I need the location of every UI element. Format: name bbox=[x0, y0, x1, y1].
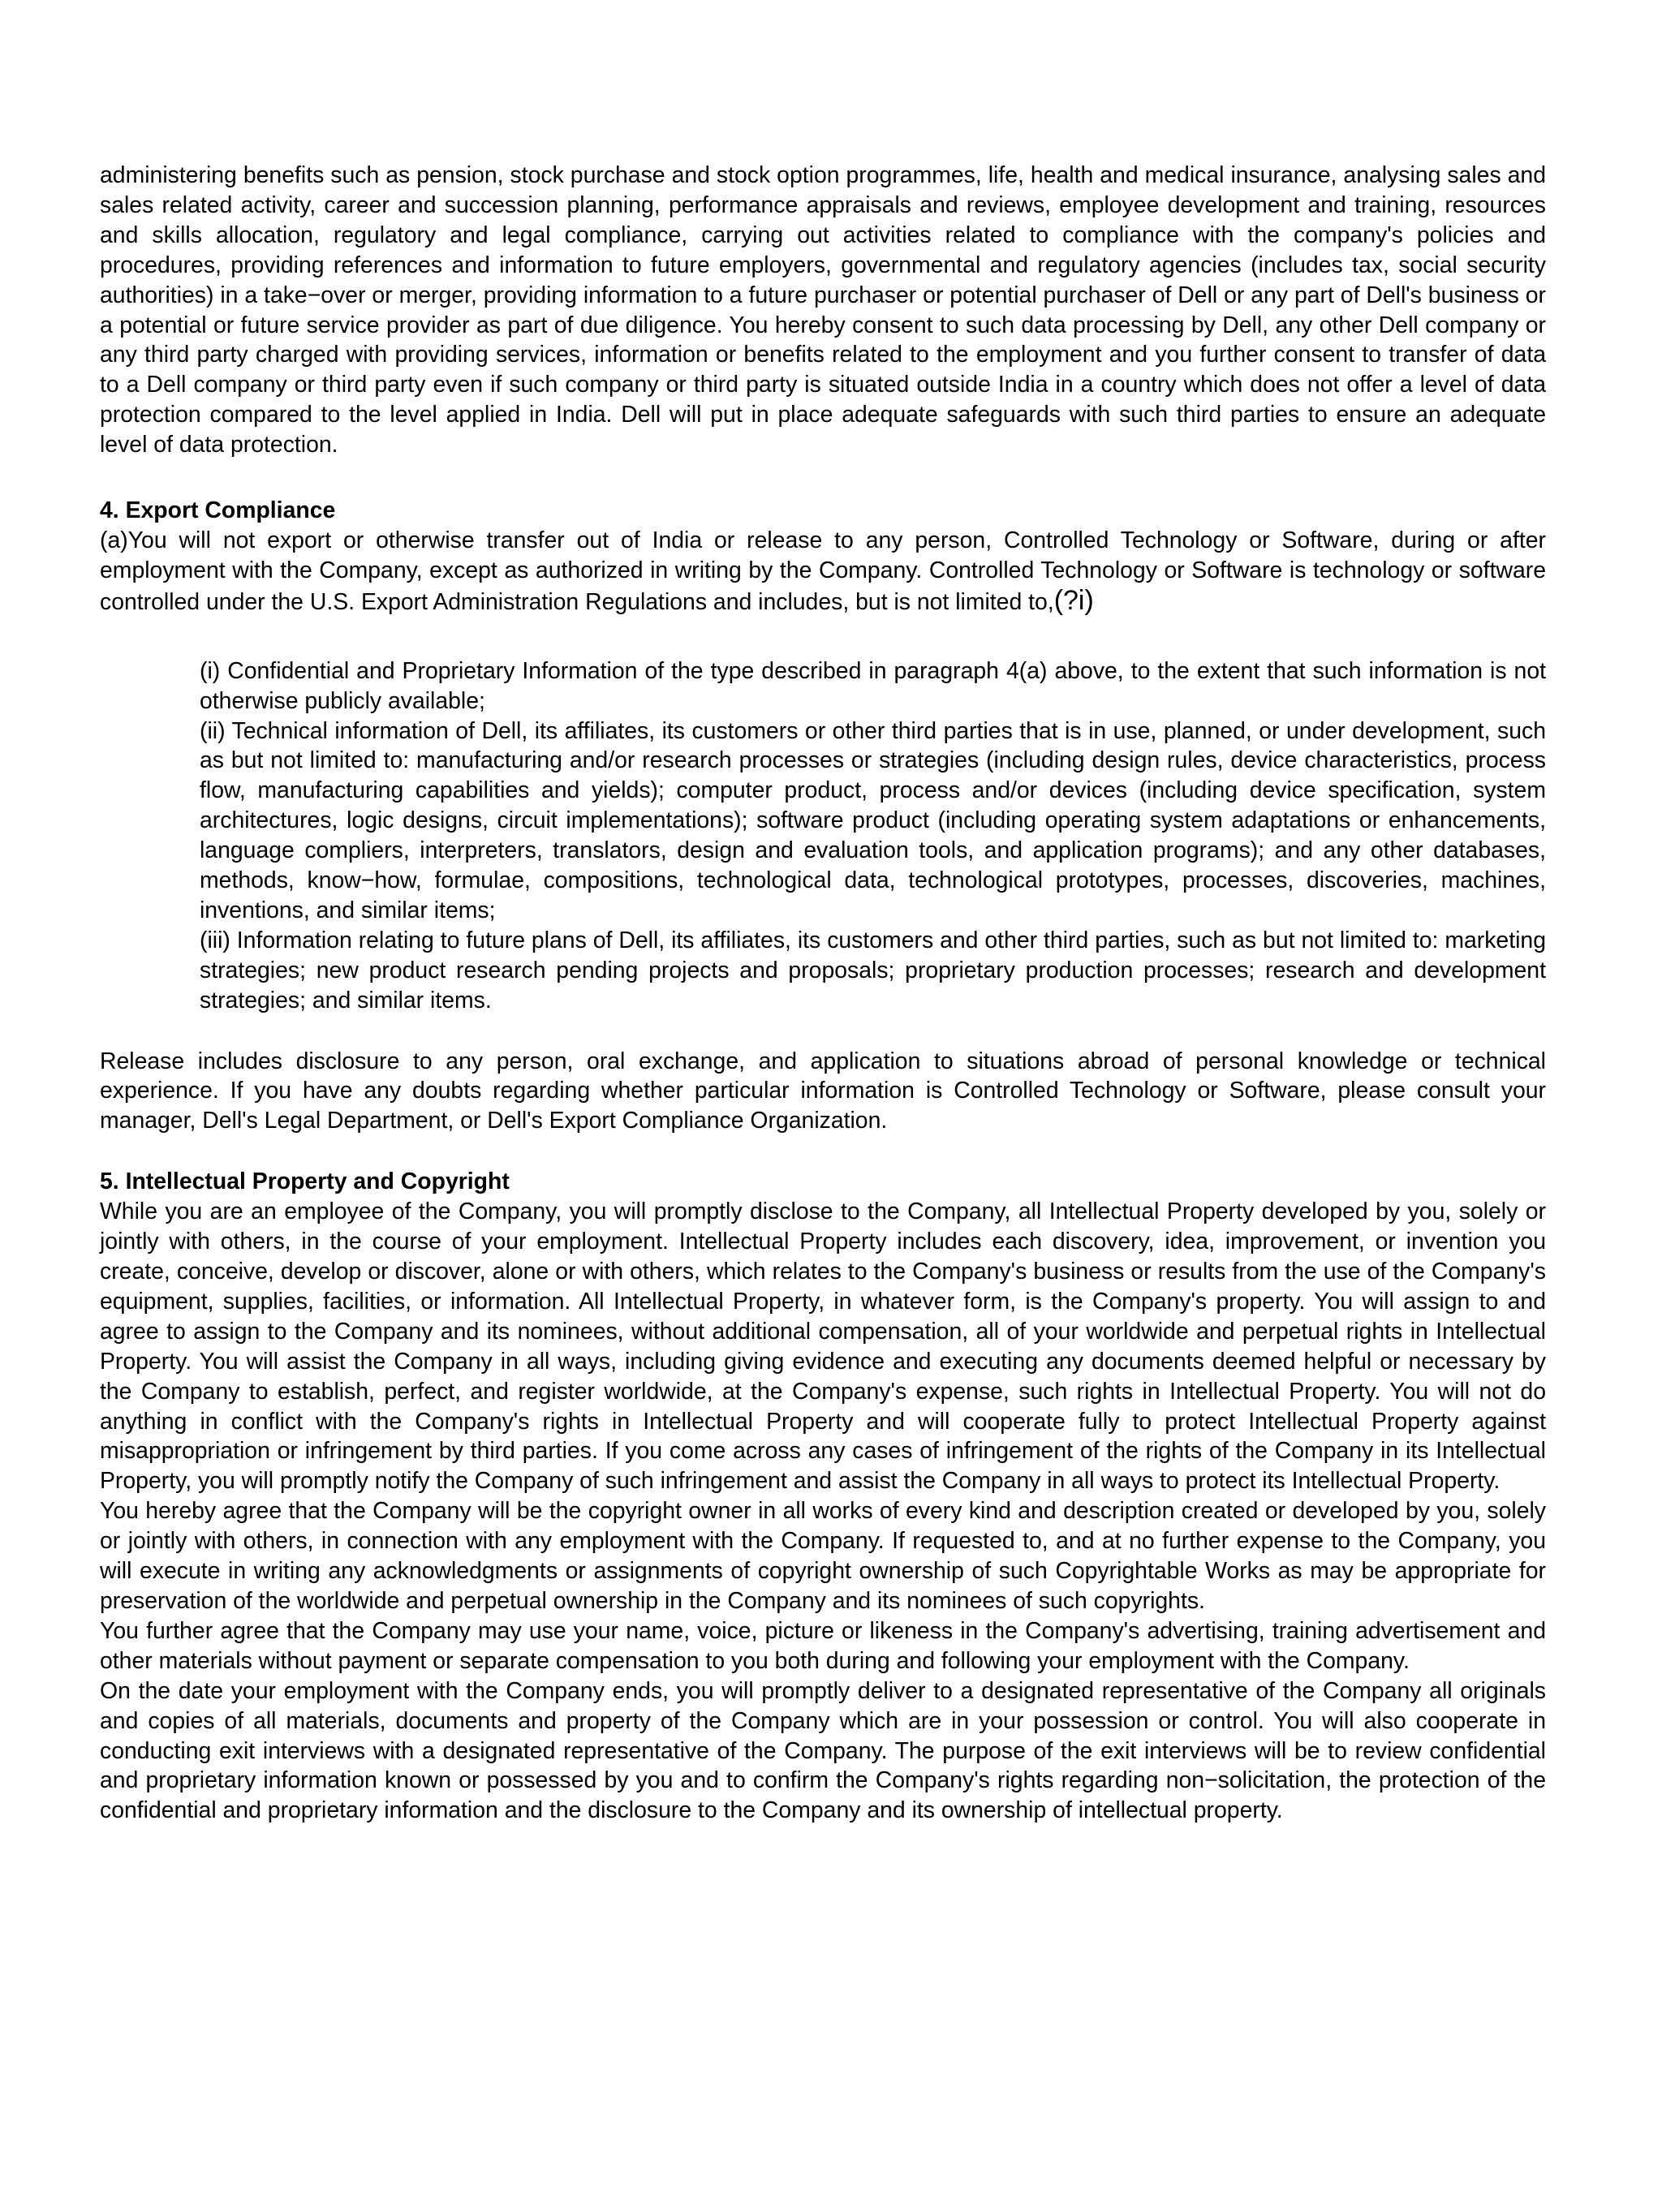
section-5-heading: 5. Intellectual Property and Copyright bbox=[100, 1168, 510, 1195]
list-item-i: (i) Confidential and Proprietary Information of the type described in paragraph 4(a) above, to the extent that such information is not otherwise publicly available; bbox=[200, 657, 1546, 714]
section-5-paragraph-4: On the date your employment with the Company ends, you will promptly deliver to a designated representative of the Company all originals and copies of all materials, documents and property of the Company which are in your possession or control. You will also cooperate in conducting exit interviews with a designated representative of the Company. The purpose of the exit interviews will be to review confidential and proprietary information known or possessed by you and to confirm the Company's rights regarding non−solicitation, the protection of the confidential and proprietary information and the disclosure to the Company and its ownership of intellectual property. bbox=[100, 1677, 1546, 1824]
controlled-technology-list bbox=[200, 656, 1546, 1016]
section-4a-paragraph bbox=[100, 526, 1546, 618]
section-5-paragraph-2: You hereby agree that the Company will be the copyright owner in all works of every kind and description created or developed by you, solely or jointly with others, in connection with any employment with the Company. If requested to, and at no further expense to the Company, you will execute in writing any acknowledgments or assignments of copyright ownership of such Copyrightable Works as may be appropriate for preservation of the worldwide and perpetual ownership in the Company and its nominees of such copyrights. bbox=[100, 1498, 1546, 1614]
intro-paragraph: administering benefits such as pension, stock purchase and stock option programmes, life, health and medical insurance, analysing sales and sales related activity, career and succession planning, performance appraisals and reviews, employee development and training, resources and skills allocation, regulatory and legal compliance, carrying out activities related to compliance with the company's policies and procedures, providing references and information to future employers, governmental and regulatory agencies (includes tax, social security authorities) in a take−over or merger, providing information to a future purchaser or potential purchaser of Dell or any part of Dell's business or a potential or future service provider as part of due diligence. You hereby consent to such data processing by Dell, any other Dell company or any third party charged with providing services, information or benefits related to the employment and you further consent to transfer of data to a Dell company or third party even if such company or third party is situated outside India in a country which does not offer a level of data protection compared to the level applied in India. Dell will put in place adequate safeguards with such third parties to ensure an adequate level of data protection. bbox=[100, 162, 1546, 458]
list-item-iii: (iii) Information relating to future plans of Dell, its affiliates, its customers and other third parties, such as but not limited to: marketing strategies; new product research pending projects and proposals; proprietary production processes; research and development strategies; and similar items. bbox=[200, 927, 1546, 1013]
spacer bbox=[100, 460, 1546, 496]
section-4a-text: (a)You will not export or otherwise transfer out of India or release to any person, Controlled Technology or Software, during or after employment with the Company, except as authorized in writing by the Company. Controlled Technology or Software is technology or software controlled under the U.S. Export Administration Regulations and includes, but is not limited to, bbox=[100, 527, 1546, 615]
document-page bbox=[100, 161, 1546, 1826]
spacer bbox=[100, 1136, 1546, 1167]
list-item-ii: (ii) Technical information of Dell, its affiliates, its customers or other third parties that is in use, planned, or under development, such as but not limited to: manufacturing and/or research processes or strategies (including design rules, device characteristics, process flow, manufacturing capabilities and yields); computer product, process and/or devices (including device specification, system architectures, logic designs, circuit implementations); software product (including operating system adaptations or enhancements, language compliers, interpreters, translators, design and evaluation tools, and application programs); and any other databases, methods, know−how, formulae, compositions, technological data, technological prototypes, processes, discoveries, machines, inventions, and similar items; bbox=[200, 717, 1546, 923]
section-4-heading: 4. Export Compliance bbox=[100, 497, 336, 524]
spacer bbox=[100, 1016, 1546, 1047]
section-5-paragraph-3: You further agree that the Company may use your name, voice, picture or likeness in the Company's advertising, training advertisement and other materials without payment or separate compensation to you both during and following your employment with the Company. bbox=[100, 1617, 1546, 1674]
section-4a-marker: (?i) bbox=[1053, 584, 1094, 616]
section-5-paragraph-1: While you are an employee of the Company, you will promptly disclose to the Company, all Intellectual Property developed by you, solely or jointly with others, in the course of your employment. Intellectual Property includes each discovery, idea, improvement, or invention you create, conceive, develop or discover, alone or with others, which relates to the Company's business or results from the use of the Company's equipment, supplies, facilities, or information. All Intellectual Property, in whatever form, is the Company's property. You will assign to and agree to assign to the Company and its nominees, without additional compensation, all of your worldwide and perpetual rights in Intellectual Property. You will assist the Company in all ways, including giving evidence and executing any documents deemed helpful or necessary by the Company to establish, perfect, and register worldwide, at the Company's expense, such rights in Intellectual Property. You will not do anything in conflict with the Company's rights in Intellectual Property and will cooperate fully to protect Intellectual Property against misappropriation or infringement by third parties. If you come across any cases of infringement of the rights of the Company in its Intellectual Property, you will promptly notify the Company of such infringement and assist the Company in all ways to protect its Intellectual Property. bbox=[100, 1199, 1546, 1495]
release-paragraph: Release includes disclosure to any person, oral exchange, and application to situations abroad of personal knowledge or technical experience. If you have any doubts regarding whether particular information is Controlled Technology or Software, please consult your manager, Dell's Legal Department, or Dell's Export Compliance Organization. bbox=[100, 1048, 1546, 1134]
spacer bbox=[100, 618, 1546, 656]
